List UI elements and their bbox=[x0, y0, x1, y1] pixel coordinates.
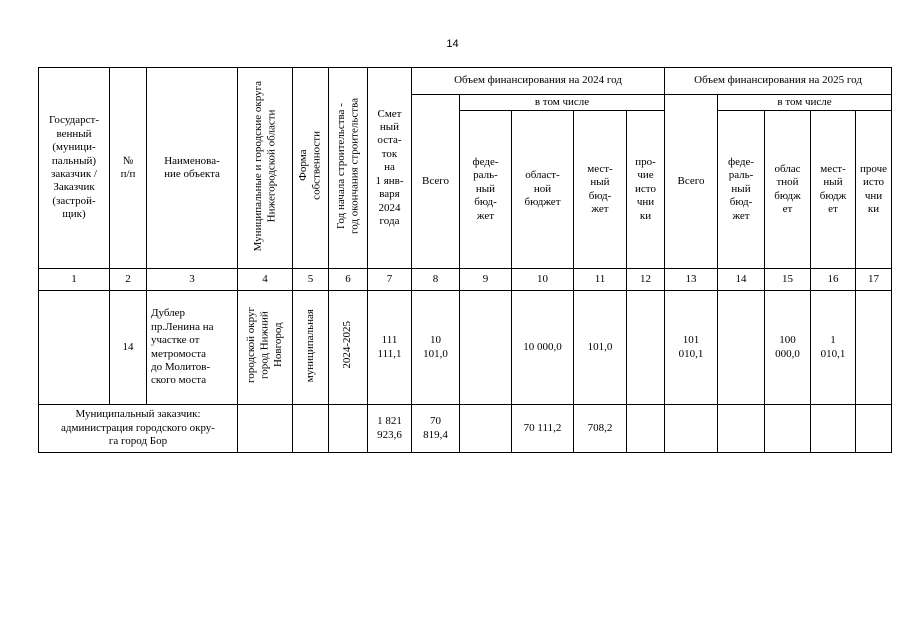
cell-other-2025 bbox=[856, 291, 892, 405]
header-federal-2024: феде- раль- ный бюд- жет bbox=[460, 111, 512, 269]
total-ownership bbox=[293, 405, 329, 453]
total-estimate: 1 821 923,6 bbox=[368, 405, 412, 453]
col-num: 9 bbox=[460, 269, 512, 291]
col-num: 12 bbox=[627, 269, 665, 291]
total-regional-2025 bbox=[765, 405, 811, 453]
col-num: 6 bbox=[329, 269, 368, 291]
col-num: 11 bbox=[574, 269, 627, 291]
header-fin-2024: Объем финансирования на 2024 год bbox=[412, 68, 665, 95]
header-years-text: Год начала строительства - год окончания строительства bbox=[334, 97, 360, 234]
header-federal-2025: феде- раль- ный бюд- жет bbox=[718, 111, 765, 269]
col-num: 14 bbox=[718, 269, 765, 291]
header-other-2024: про- чие исто чни ки bbox=[627, 111, 665, 269]
header-local-2024: мест- ный бюд- жет bbox=[574, 111, 627, 269]
total-local-2025 bbox=[811, 405, 856, 453]
total-row bbox=[39, 405, 892, 453]
col-num: 16 bbox=[811, 269, 856, 291]
cell-regional-2025: 100 000,0 bbox=[765, 291, 811, 405]
col-num: 2 bbox=[110, 269, 147, 291]
cell-regional-2024: 10 000,0 bbox=[512, 291, 574, 405]
total-federal-2025 bbox=[718, 405, 765, 453]
header-district-text: Муниципальные и городские округа Нижегородской области bbox=[251, 80, 277, 251]
total-2025 bbox=[665, 405, 718, 453]
cell-district-text: городской округ город Нижний Новгород bbox=[244, 307, 284, 384]
col-num: 4 bbox=[238, 269, 293, 291]
header-years bbox=[329, 68, 368, 269]
header-other-2025: проче исто чни ки bbox=[856, 111, 892, 269]
cell-local-2024: 101,0 bbox=[574, 291, 627, 405]
total-district bbox=[238, 405, 293, 453]
col-num: 13 bbox=[665, 269, 718, 291]
financing-table bbox=[38, 67, 892, 453]
total-other-2025 bbox=[856, 405, 892, 453]
header-total-2024: Всего bbox=[412, 95, 460, 269]
header-local-2025: мест- ный бюдж ет bbox=[811, 111, 856, 269]
header-regional-2024: област- ной бюджет bbox=[512, 111, 574, 269]
header-ownership-text: Форма собственности bbox=[297, 131, 323, 201]
col-num: 1 bbox=[39, 269, 110, 291]
col-num: 15 bbox=[765, 269, 811, 291]
col-num: 7 bbox=[368, 269, 412, 291]
col-num: 17 bbox=[856, 269, 892, 291]
table-row bbox=[39, 291, 892, 405]
cell-num: 14 bbox=[110, 291, 147, 405]
column-numbers-row bbox=[39, 269, 892, 291]
total-other-2024 bbox=[627, 405, 665, 453]
header-customer: Государст- венный (муници- пальный) заказчик / Заказчик (застрой- щик) bbox=[39, 68, 110, 269]
header-ownership bbox=[293, 68, 329, 269]
total-local-2024: 708,2 bbox=[574, 405, 627, 453]
cell-object-name: Дублер пр.Ленина на участке от метромоста до Молитов- ского моста bbox=[147, 291, 238, 405]
header-object-name: Наименова- ние объекта bbox=[147, 68, 238, 269]
cell-customer bbox=[39, 291, 110, 405]
total-years bbox=[329, 405, 368, 453]
header-fin-2025: Объем финансирования на 2025 год bbox=[665, 68, 892, 95]
cell-estimate: 111 111,1 bbox=[368, 291, 412, 405]
cell-federal-2024 bbox=[460, 291, 512, 405]
cell-federal-2025 bbox=[718, 291, 765, 405]
header-total-2025: Всего bbox=[665, 95, 718, 269]
cell-local-2025: 1 010,1 bbox=[811, 291, 856, 405]
total-federal-2024 bbox=[460, 405, 512, 453]
total-2024: 70 819,4 bbox=[412, 405, 460, 453]
header-including-2024: в том числе bbox=[460, 95, 665, 111]
page-number: 14 bbox=[446, 38, 459, 50]
cell-other-2024 bbox=[627, 291, 665, 405]
header-num: № п/п bbox=[110, 68, 147, 269]
col-num: 5 bbox=[293, 269, 329, 291]
total-regional-2024: 70 111,2 bbox=[512, 405, 574, 453]
col-num: 10 bbox=[512, 269, 574, 291]
header-regional-2025: облас тной бюдж ет bbox=[765, 111, 811, 269]
cell-years bbox=[329, 291, 368, 405]
cell-total-2025: 101 010,1 bbox=[665, 291, 718, 405]
cell-district bbox=[238, 291, 293, 405]
cell-years-text: 2024-2025 bbox=[341, 321, 354, 370]
header-including-2025: в том числе bbox=[718, 95, 892, 111]
total-label: Муниципальный заказчик: администрация городского окру- га город Бор bbox=[39, 405, 238, 453]
col-num: 3 bbox=[147, 269, 238, 291]
cell-ownership-text: муниципальная bbox=[303, 308, 316, 382]
col-num: 8 bbox=[412, 269, 460, 291]
header-district bbox=[238, 68, 293, 269]
cell-ownership bbox=[293, 291, 329, 405]
header-estimate: Смет ный оста- ток на 1 янв- варя 2024 года bbox=[368, 68, 412, 269]
cell-total-2024: 10 101,0 bbox=[412, 291, 460, 405]
